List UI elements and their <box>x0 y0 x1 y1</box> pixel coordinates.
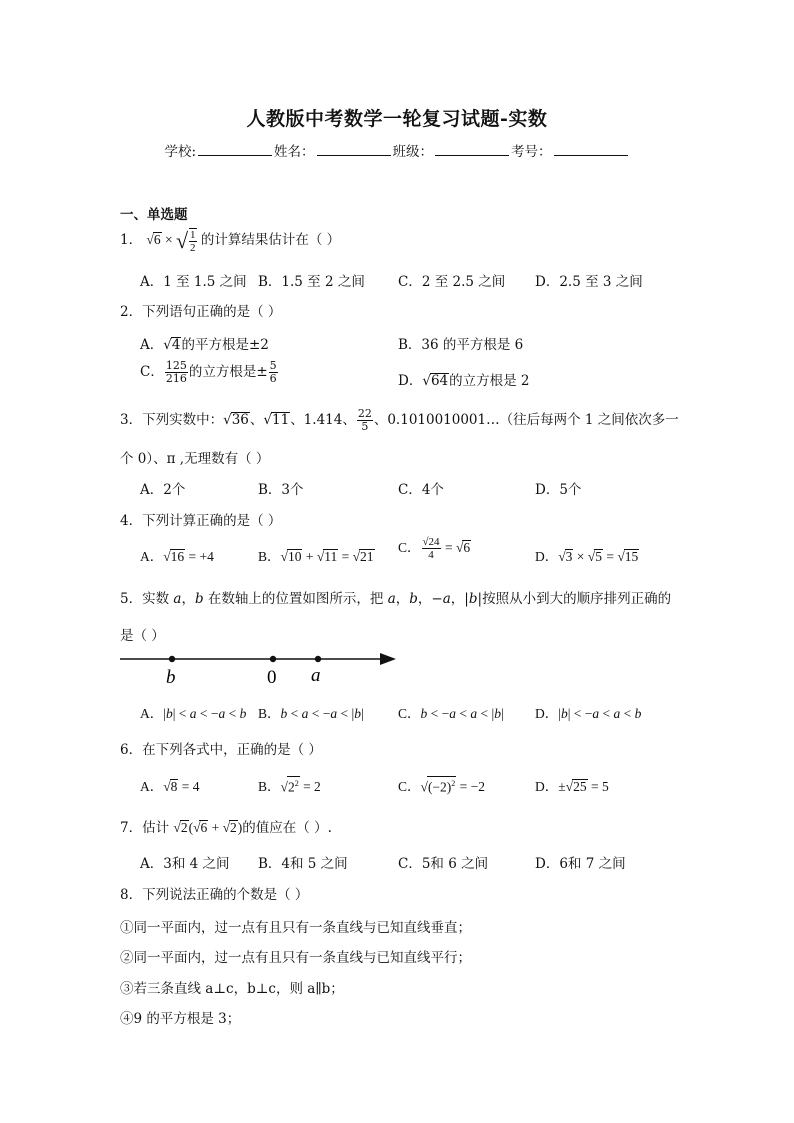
q5-option-d: D．|b| < −a < a < b <box>535 706 642 721</box>
q4-option-c: C． $\frac{√24}{4}$ = √6 <box>398 536 471 562</box>
q6-option-b: B．$√2^2 = 2$ <box>258 775 321 795</box>
q8-statement-3: ③若三条直线 a⊥c，b⊥c，则 a∥b； <box>120 981 344 997</box>
q1-option-a: A．1 至 1.5 之间 <box>140 274 247 290</box>
class-blank <box>435 143 509 156</box>
q1-option-b: B．1.5 至 2 之间 <box>258 274 365 290</box>
question-1 <box>120 228 340 254</box>
question-3: 3．下列实数中：√36、√11、1.414、 $\frac{22}{5}$ 、0.1010010001…（往后每两个 1 之间依次多一 <box>120 407 679 433</box>
q5-option-a: A．|b| < a < −a < b <box>140 706 247 721</box>
question-5: 5．实数 a，b 在数轴上的位置如图所示，把 a，b，−a，|b|按照从小到大的顺序排列正确的 <box>120 591 672 607</box>
q7-option-a: A．3和 4 之间 <box>140 856 230 872</box>
q5-option-c: C．b < −a < a < |b| <box>398 706 504 721</box>
section-heading: 一、单选题 <box>120 207 188 223</box>
q2-option-d: D．√64的立方根是 2 <box>398 373 530 389</box>
point-a <box>315 656 321 662</box>
question-2: 2．下列语句正确的是（ ） <box>120 304 282 320</box>
q2-option-b: B．36 的平方根是 6 <box>398 337 524 353</box>
question-5-line2: 是（ ） <box>120 628 165 644</box>
q3-option-d: D．5个 <box>535 482 582 498</box>
q8-statement-4: ④9 的平方根是 3； <box>120 1011 241 1027</box>
question-4: 4．下列计算正确的是（ ） <box>120 513 282 529</box>
q3-option-a: A．2个 <box>140 482 186 498</box>
q4-option-b: B．√10 + √11 = √21 <box>258 549 374 564</box>
q7-option-d: D．6和 7 之间 <box>535 856 626 872</box>
q7-option-b: B．4和 5 之间 <box>258 856 348 872</box>
point-b <box>169 656 175 662</box>
label-zero: 0 <box>267 667 277 688</box>
q1-formula: √6 × √ $\frac{1}{2}$ <box>146 228 196 254</box>
question-8: 8．下列说法正确的个数是（ ） <box>120 887 309 903</box>
q6-option-d: D．±√25 = 5 <box>535 779 609 794</box>
exam-blank <box>554 143 628 156</box>
axis-arrow <box>380 653 396 665</box>
q8-statement-2: ②同一平面内，过一点有且只有一条直线与已知直线平行； <box>120 950 471 966</box>
q4-option-d: D．√3 × √5 = √15 <box>535 549 639 564</box>
q7-option-c: C．5和 6 之间 <box>398 856 489 872</box>
label-a: a <box>311 665 321 686</box>
name-label: 姓名： <box>274 144 315 160</box>
q1-number: 1． <box>120 232 143 249</box>
q2-option-a: A．√4的平方根是±2 <box>140 337 269 353</box>
question-6: 6．在下列各式中，正确的是（ ） <box>120 742 322 758</box>
q1-text: 的计算结果估计在（ ） <box>200 232 341 249</box>
q4-option-a: A．√16 = +4 <box>140 549 214 564</box>
q3-option-b: B．3个 <box>258 482 304 498</box>
q1-option-d: D．2.5 至 3 之间 <box>535 274 643 290</box>
q6-option-c: C．$√(-2)^2 = -2$ <box>398 775 485 795</box>
q6-option-a: A．√8 = 4 <box>140 779 200 794</box>
question-3-line2: 个 0）、π ,无理数有（ ） <box>120 451 270 467</box>
q3-option-c: C．4个 <box>398 482 444 498</box>
school-blank <box>198 143 272 156</box>
q1-option-c: C．2 至 2.5 之间 <box>398 274 506 290</box>
student-info-line <box>0 140 794 160</box>
name-blank <box>317 143 391 156</box>
point-zero <box>270 656 276 662</box>
q2-option-c: C． $\frac{125}{216}$ 的立方根是± $\frac{5}{6}$ <box>140 359 277 385</box>
q5-option-b: B．b < a < −a < |b| <box>258 706 364 721</box>
page-title: 人教版中考数学一轮复习试题-实数 <box>246 108 548 130</box>
q8-statement-1: ①同一平面内，过一点有且只有一条直线与已知直线垂直； <box>120 920 471 936</box>
number-line <box>118 645 403 690</box>
label-b: b <box>166 667 176 688</box>
question-7: 7．估计 √2(√6 + √2)的值应在（ ）. <box>120 820 332 836</box>
school-label: 学校: <box>164 144 197 160</box>
class-label: 班级： <box>392 144 434 160</box>
exam-label: 考号： <box>511 144 552 160</box>
